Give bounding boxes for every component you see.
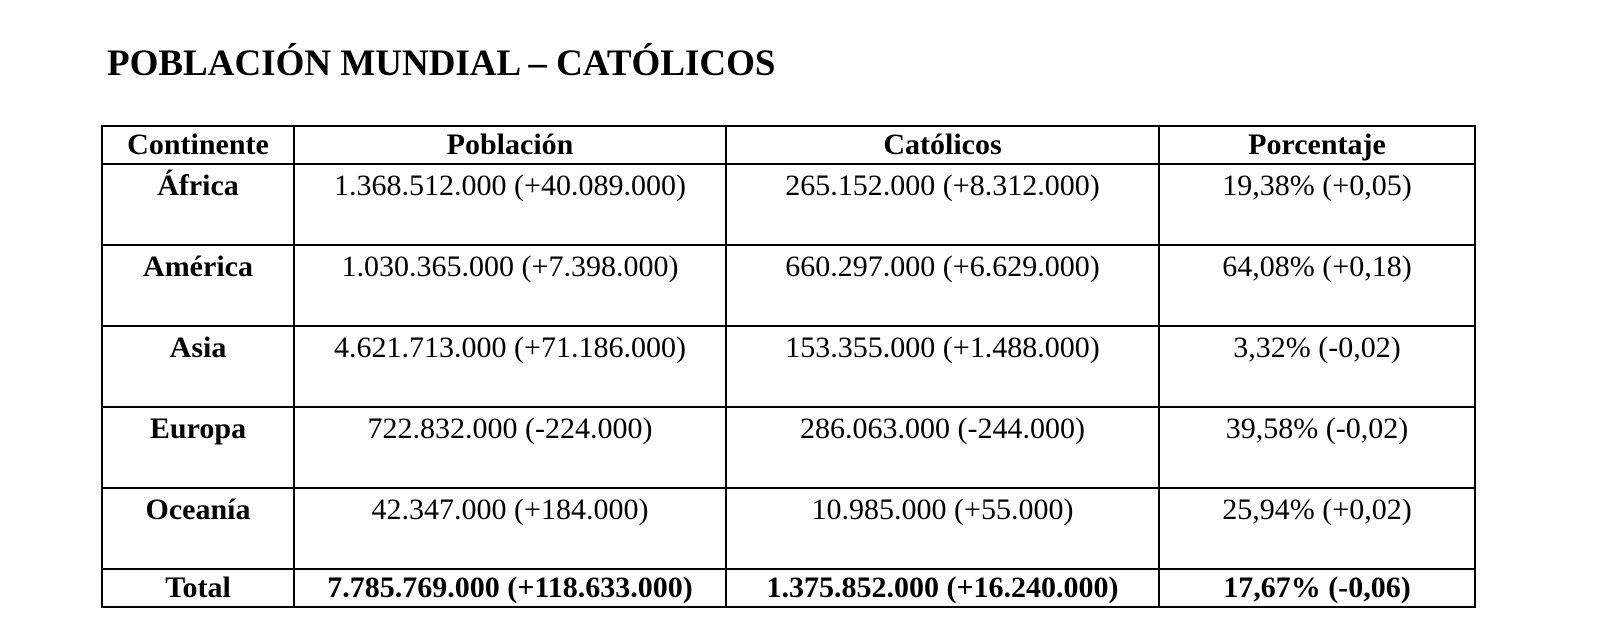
catholics-cell: 286.063.000 (-244.000) — [726, 407, 1159, 488]
population-cell: 4.621.713.000 (+71.186.000) — [294, 326, 726, 407]
percentage-cell: 39,58% (-0,02) — [1159, 407, 1475, 488]
continent-cell: América — [102, 245, 294, 326]
total-row — [102, 569, 1475, 607]
table-row — [102, 488, 1475, 569]
catholics-cell: 10.985.000 (+55.000) — [726, 488, 1159, 569]
table-row — [102, 326, 1475, 407]
header-catolicos: Católicos — [726, 126, 1159, 164]
header-porcentaje: Porcentaje — [1159, 126, 1475, 164]
percentage-cell: 64,08% (+0,18) — [1159, 245, 1475, 326]
total-population-cell: 7.785.769.000 (+118.633.000) — [294, 569, 726, 607]
continent-cell: África — [102, 164, 294, 245]
population-table — [101, 125, 1476, 608]
continent-cell: Asia — [102, 326, 294, 407]
continent-cell: Oceanía — [102, 488, 294, 569]
total-percentage-cell: 17,67% (-0,06) — [1159, 569, 1475, 607]
percentage-cell: 19,38% (+0,05) — [1159, 164, 1475, 245]
total-catholics-cell: 1.375.852.000 (+16.240.000) — [726, 569, 1159, 607]
percentage-cell: 3,32% (-0,02) — [1159, 326, 1475, 407]
catholics-cell: 660.297.000 (+6.629.000) — [726, 245, 1159, 326]
table-row — [102, 164, 1475, 245]
total-label-cell: Total — [102, 569, 294, 607]
population-cell: 42.347.000 (+184.000) — [294, 488, 726, 569]
table-row — [102, 245, 1475, 326]
page-title: POBLACIÓN MUNDIAL – CATÓLICOS — [107, 43, 776, 84]
population-cell: 1.368.512.000 (+40.089.000) — [294, 164, 726, 245]
percentage-cell: 25,94% (+0,02) — [1159, 488, 1475, 569]
catholics-cell: 265.152.000 (+8.312.000) — [726, 164, 1159, 245]
header-continente: Continente — [102, 126, 294, 164]
header-row — [102, 126, 1475, 164]
continent-cell: Europa — [102, 407, 294, 488]
table-body — [102, 164, 1475, 569]
table-header — [102, 126, 1475, 164]
table-row — [102, 407, 1475, 488]
header-poblacion: Población — [294, 126, 726, 164]
table-footer — [102, 569, 1475, 607]
population-cell: 1.030.365.000 (+7.398.000) — [294, 245, 726, 326]
population-cell: 722.832.000 (-224.000) — [294, 407, 726, 488]
catholics-cell: 153.355.000 (+1.488.000) — [726, 326, 1159, 407]
